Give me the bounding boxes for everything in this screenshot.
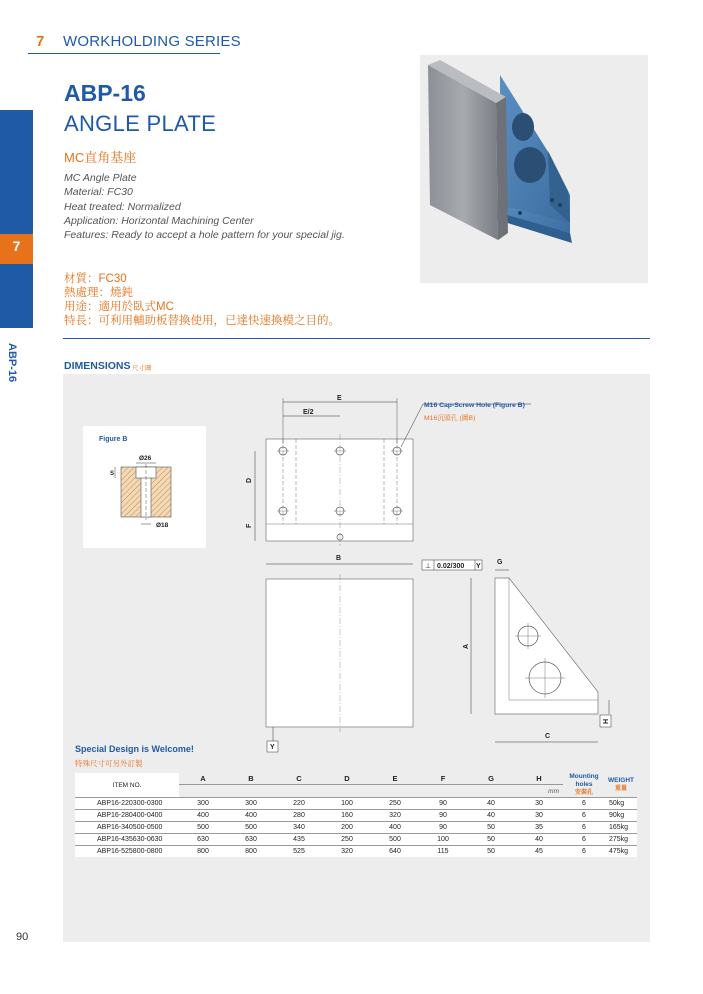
cell: 800 <box>227 846 275 858</box>
cell: 250 <box>371 798 419 810</box>
dimensions-title: DIMENSIONS <box>64 360 131 372</box>
description-cn-line: 材質：FC30 <box>64 273 127 285</box>
col-header: C <box>296 774 302 784</box>
col-header: F <box>440 774 446 784</box>
cell: 640 <box>371 846 419 858</box>
cell: 630 <box>179 834 227 846</box>
tolerance-value: 0.02/300 <box>437 563 465 570</box>
table-header-row <box>75 773 637 785</box>
weight-label-cn: 重量 <box>614 786 627 792</box>
col-header: G <box>488 774 494 784</box>
item-header: ITEM NO. <box>75 773 179 798</box>
weight: 475kg <box>605 846 637 858</box>
cell: 400 <box>179 810 227 822</box>
header-rule <box>28 53 220 54</box>
dim-f: F <box>246 523 253 528</box>
holes: 6 <box>563 810 605 822</box>
mounting-holes-header <box>563 773 605 798</box>
weight: 165kg <box>605 822 637 834</box>
cell: 400 <box>371 822 419 834</box>
holes: 6 <box>563 798 605 810</box>
description-line: Heat treated: Normalized <box>64 200 181 213</box>
page-number: 90 <box>16 931 29 943</box>
special-design-title: Special Design is Welcome! <box>75 744 194 754</box>
table-row <box>75 798 637 810</box>
dim-a: A <box>463 643 470 649</box>
cell: 320 <box>371 810 419 822</box>
description-line: Application: Horizontal Machining Center <box>64 214 254 227</box>
cell: 250 <box>323 834 371 846</box>
item-no: ABP16-220300-0300 <box>75 798 179 810</box>
holes: 6 <box>563 846 605 858</box>
description-cn-line: 用途：適用於臥式MC <box>64 301 174 313</box>
product-description <box>64 171 345 242</box>
description-line: Material: FC30 <box>64 186 133 199</box>
weight: 90kg <box>605 810 637 822</box>
cell: 30 <box>515 798 563 810</box>
cell: 50 <box>467 822 515 834</box>
product-photo <box>420 55 648 283</box>
cell: 160 <box>323 810 371 822</box>
description-line: Features: Ready to accept a hole pattern for your special jig. <box>64 229 345 242</box>
item-no: ABP16-340500-0500 <box>75 822 179 834</box>
description-line: MC Angle Plate <box>64 172 137 184</box>
section-divider <box>63 338 650 339</box>
product-name: ANGLE PLATE <box>64 111 217 136</box>
product-code: ABP-16 <box>64 80 146 106</box>
cell: 100 <box>419 834 467 846</box>
cell: 40 <box>467 798 515 810</box>
cell: 340 <box>275 822 323 834</box>
cell: 400 <box>227 810 275 822</box>
mounting-holes-label: Mounting holes <box>569 773 599 788</box>
col-header: H <box>536 774 542 784</box>
side-tab <box>0 110 33 328</box>
cell: 50 <box>467 846 515 858</box>
table-row <box>75 810 637 822</box>
series-title: WORKHOLDING SERIES <box>63 33 241 50</box>
description-cn-line: 特長：可利用輔助板替換使用，已達快速換模之目的。 <box>64 315 340 327</box>
cell: 500 <box>179 822 227 834</box>
figure-b-label: Figure B <box>99 436 128 443</box>
cell: 40 <box>515 834 563 846</box>
datum-y-label: Y <box>270 744 275 751</box>
dim-g: G <box>497 559 503 566</box>
spec-table <box>75 773 637 857</box>
description-cn-line: 熱處理：燒鈍 <box>64 287 133 299</box>
cell: 35 <box>515 822 563 834</box>
cell: 90 <box>419 798 467 810</box>
cell: 500 <box>371 834 419 846</box>
series-number: 7 <box>36 33 45 50</box>
weight: 275kg <box>605 834 637 846</box>
cap-screw-note: M16 Cap-Screw Hole (Figure B) <box>424 402 525 409</box>
side-vertical-label: ABP-16 <box>6 343 18 383</box>
cell: 320 <box>323 846 371 858</box>
weight-label: WEIGHT <box>608 777 634 784</box>
cell: 280 <box>275 810 323 822</box>
dim-h: H <box>603 718 610 724</box>
cell: 40 <box>467 810 515 822</box>
weight: 50kg <box>605 798 637 810</box>
mounting-holes-label-cn: 安裝孔 <box>574 790 593 796</box>
cell: 90 <box>419 810 467 822</box>
dim-e: E <box>337 395 342 402</box>
cell: 90 <box>419 822 467 834</box>
item-no: ABP16-435630-0630 <box>75 834 179 846</box>
item-no: ABP16-525800-0800 <box>75 846 179 858</box>
cell: 500 <box>227 822 275 834</box>
cell: 300 <box>227 798 275 810</box>
front-view <box>266 579 413 727</box>
dia-26-label: Ø26 <box>139 455 152 462</box>
weight-header <box>605 773 637 798</box>
dim-d: D <box>246 477 253 483</box>
col-header: D <box>344 774 350 784</box>
unit-label: mm <box>179 785 563 798</box>
depth-s-label: S <box>110 471 115 477</box>
cell: 45 <box>515 846 563 858</box>
cell: 30 <box>515 810 563 822</box>
cell: 50 <box>467 834 515 846</box>
angle-plate-illustration <box>420 55 648 283</box>
cell: 800 <box>179 846 227 858</box>
dia-18-label: Ø18 <box>156 522 169 529</box>
cell: 525 <box>275 846 323 858</box>
cap-screw-note-cn: M16沉頭孔 (圖B) <box>424 415 476 422</box>
holes: 6 <box>563 822 605 834</box>
cell: 115 <box>419 846 467 858</box>
cell: 435 <box>275 834 323 846</box>
item-no: ABP16-280400-0400 <box>75 810 179 822</box>
col-header: A <box>200 774 206 784</box>
col-header: B <box>248 774 254 784</box>
tolerance-datum: Y <box>476 563 481 570</box>
cell: 200 <box>323 822 371 834</box>
top-view <box>266 439 413 541</box>
cell: 220 <box>275 798 323 810</box>
col-header: E <box>392 774 398 784</box>
tolerance-symbol: ⊥ <box>425 563 432 570</box>
dim-c: C <box>545 733 551 740</box>
holes: 6 <box>563 834 605 846</box>
product-name-cn: MC直角基座 <box>64 150 137 165</box>
side-tab-number: 7 <box>12 238 21 254</box>
table-row <box>75 834 637 846</box>
cell: 300 <box>179 798 227 810</box>
cell: 100 <box>323 798 371 810</box>
dim-e-half: E/2 <box>303 409 314 416</box>
dim-b: B <box>336 555 342 562</box>
special-design-title-cn: 特殊尺寸可另外訂製 <box>75 759 143 768</box>
cell: 630 <box>227 834 275 846</box>
table-row <box>75 846 637 858</box>
table-row <box>75 822 637 834</box>
dimensions-title-cn: 尺寸圖 <box>132 365 152 372</box>
